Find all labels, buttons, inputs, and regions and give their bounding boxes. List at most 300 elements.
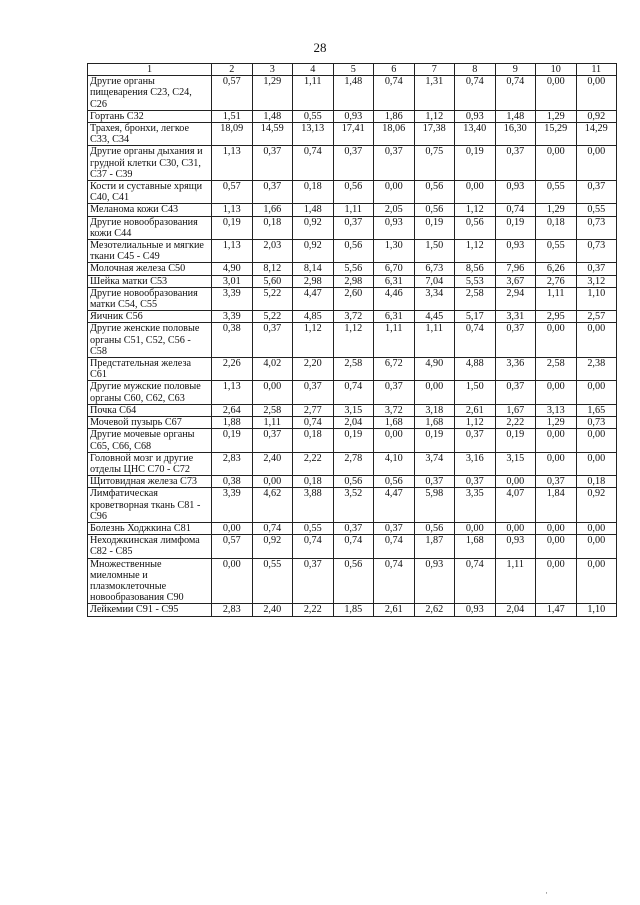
table-cell: 17,38	[414, 123, 455, 146]
table-row	[88, 452, 617, 475]
incidence-table	[87, 63, 617, 617]
table-cell: 5,22	[252, 287, 293, 310]
table-cell: 4,46	[374, 287, 415, 310]
table-cell: 1,12	[414, 110, 455, 122]
table-cell: 2,38	[576, 358, 617, 381]
table-cell: 1,48	[252, 110, 293, 122]
table-cell: 3,52	[333, 488, 374, 523]
table-cell: 3,36	[495, 358, 536, 381]
table-cell: 0,93	[414, 558, 455, 604]
table-cell: 3,74	[414, 452, 455, 475]
table-cell: 0,37	[576, 263, 617, 275]
table-cell: 2,04	[495, 604, 536, 616]
table-cell: 1,11	[374, 323, 415, 358]
table-cell: 1,29	[252, 76, 293, 111]
table-cell: 0,00	[455, 522, 496, 534]
table-cell: 2,04	[333, 417, 374, 429]
table-cell: 1,31	[414, 76, 455, 111]
table-cell: 0,74	[495, 76, 536, 111]
table-cell: 0,19	[212, 216, 253, 239]
table-cell: 1,65	[576, 404, 617, 416]
table-cell: 14,59	[252, 123, 293, 146]
table-row	[88, 240, 617, 263]
table-cell: 0,00	[536, 381, 577, 404]
table-cell: 16,30	[495, 123, 536, 146]
table-cell: 4,45	[414, 311, 455, 323]
table-cell: 5,60	[252, 275, 293, 287]
table-cell: 0,00	[576, 452, 617, 475]
table-cell: 2,60	[333, 287, 374, 310]
table-cell: 0,55	[293, 110, 334, 122]
table-cell: 1,11	[333, 204, 374, 216]
table-row	[88, 417, 617, 429]
table-cell: 4,10	[374, 452, 415, 475]
table-row	[88, 404, 617, 416]
table-cell: 0,57	[212, 535, 253, 558]
table-cell: 0,37	[333, 522, 374, 534]
table-cell: 1,48	[495, 110, 536, 122]
table-cell: 0,55	[293, 522, 334, 534]
table-cell: 2,62	[414, 604, 455, 616]
table-row	[88, 488, 617, 523]
row-label: Лейкемии С91 - С95	[88, 604, 212, 616]
table-cell: 1,11	[293, 76, 334, 111]
table-cell: 0,73	[576, 417, 617, 429]
table-cell: 0,18	[536, 216, 577, 239]
table-cell: 0,00	[536, 429, 577, 452]
table-cell: 0,57	[212, 181, 253, 204]
table-cell: 0,37	[455, 476, 496, 488]
table-cell: 1,47	[536, 604, 577, 616]
table-cell: 5,17	[455, 311, 496, 323]
table-cell: 3,67	[495, 275, 536, 287]
table-cell: 0,00	[536, 146, 577, 181]
table-cell: 6,72	[374, 358, 415, 381]
table-row	[88, 429, 617, 452]
table-row	[88, 263, 617, 275]
table-cell: 0,19	[495, 429, 536, 452]
table-cell: 0,00	[576, 535, 617, 558]
table-cell: 1,29	[536, 204, 577, 216]
table-cell: 1,84	[536, 488, 577, 523]
table-cell: 0,00	[536, 323, 577, 358]
table-row	[88, 381, 617, 404]
table-cell: 0,00	[252, 476, 293, 488]
row-label: Меланома кожи С43	[88, 204, 212, 216]
table-cell: 0,93	[455, 604, 496, 616]
table-cell: 0,00	[374, 429, 415, 452]
table-cell: 1,12	[333, 323, 374, 358]
table-cell: 2,64	[212, 404, 253, 416]
table-cell: 4,07	[495, 488, 536, 523]
table-cell: 3,72	[333, 311, 374, 323]
table-cell: 2,98	[333, 275, 374, 287]
table-cell: 0,37	[576, 181, 617, 204]
table-cell: 6,70	[374, 263, 415, 275]
table-cell: 0,37	[293, 381, 334, 404]
table-cell: 0,74	[455, 323, 496, 358]
table-cell: 0,00	[455, 181, 496, 204]
table-cell: 0,93	[495, 535, 536, 558]
table-cell: 0,00	[252, 381, 293, 404]
table-cell: 0,55	[576, 204, 617, 216]
table-cell: 0,55	[536, 240, 577, 263]
table-cell: 4,02	[252, 358, 293, 381]
table-cell: 4,88	[455, 358, 496, 381]
table-cell: 0,92	[576, 110, 617, 122]
table-cell: 0,37	[374, 146, 415, 181]
table-cell: 0,93	[495, 240, 536, 263]
table-cell: 0,37	[414, 476, 455, 488]
table-cell: 0,37	[495, 146, 536, 181]
table-cell: 3,18	[414, 404, 455, 416]
table-cell: 2,57	[576, 311, 617, 323]
table-cell: 0,92	[252, 535, 293, 558]
row-label: Предстательная железа С61	[88, 358, 212, 381]
table-cell: 1,29	[536, 417, 577, 429]
table-cell: 0,74	[455, 76, 496, 111]
table-cell: 2,22	[495, 417, 536, 429]
table-cell: 0,00	[576, 76, 617, 111]
table-cell: 0,37	[252, 146, 293, 181]
table-cell: 2,83	[212, 604, 253, 616]
table-cell: 3,15	[333, 404, 374, 416]
table-cell: 0,37	[252, 181, 293, 204]
table-cell: 5,98	[414, 488, 455, 523]
table-cell: 0,19	[455, 146, 496, 181]
table-cell: 0,56	[333, 558, 374, 604]
table-cell: 8,14	[293, 263, 334, 275]
table-cell: 0,92	[293, 216, 334, 239]
table-cell: 0,74	[293, 417, 334, 429]
table-cell: 3,31	[495, 311, 536, 323]
row-label: Другие органы дыхания и грудной клетки С30, С31, С37 - С39	[88, 146, 212, 181]
table-cell: 0,00	[576, 429, 617, 452]
table-cell: 0,00	[536, 76, 577, 111]
table-cell: 0,93	[455, 110, 496, 122]
table-row	[88, 275, 617, 287]
table-cell: 1,85	[333, 604, 374, 616]
table-row	[88, 476, 617, 488]
table-cell: 2,58	[455, 287, 496, 310]
table-cell: 1,68	[455, 535, 496, 558]
table-cell: 6,73	[414, 263, 455, 275]
row-label: Лимфатическая кроветворная ткань С81 - С96	[88, 488, 212, 523]
table-cell: 0,18	[293, 429, 334, 452]
row-label: Другие органы пищеварения С23, С24, С26	[88, 76, 212, 111]
table-cell: 7,04	[414, 275, 455, 287]
table-cell: 0,93	[495, 181, 536, 204]
table-cell: 1,68	[414, 417, 455, 429]
row-label: Другие женские половые органы С51, С52, С56 - С58	[88, 323, 212, 358]
table-cell: 3,13	[536, 404, 577, 416]
table-cell: 1,48	[333, 76, 374, 111]
table-row	[88, 146, 617, 181]
table-cell: 0,56	[333, 240, 374, 263]
table-cell: 0,19	[212, 429, 253, 452]
table-cell: 2,98	[293, 275, 334, 287]
table-cell: 0,74	[293, 146, 334, 181]
table-cell: 1,50	[414, 240, 455, 263]
table-row	[88, 110, 617, 122]
table-cell: 4,62	[252, 488, 293, 523]
table-cell: 0,00	[576, 323, 617, 358]
table-cell: 2,26	[212, 358, 253, 381]
table-cell: 0,00	[536, 522, 577, 534]
table-cell: 0,74	[293, 535, 334, 558]
table-cell: 0,74	[374, 535, 415, 558]
table-cell: 0,92	[293, 240, 334, 263]
table-cell: 0,93	[374, 216, 415, 239]
row-label: Кости и суставные хрящи С40, С41	[88, 181, 212, 204]
table-cell: 2,78	[333, 452, 374, 475]
table-cell: 3,39	[212, 488, 253, 523]
table-row	[88, 535, 617, 558]
table-cell: 5,56	[333, 263, 374, 275]
table-cell: 3,15	[495, 452, 536, 475]
table-cell: 0,56	[333, 476, 374, 488]
table-cell: 1,11	[414, 323, 455, 358]
row-label: Гортань С32	[88, 110, 212, 122]
table-row	[88, 604, 617, 616]
table-cell: 1,13	[212, 240, 253, 263]
table-cell: 6,26	[536, 263, 577, 275]
row-label: Головной мозг и другие отделы ЦНС С70 - С72	[88, 452, 212, 475]
table-cell: 2,61	[455, 404, 496, 416]
table-cell: 4,90	[414, 358, 455, 381]
table-cell: 1,87	[414, 535, 455, 558]
table-cell: 1,11	[536, 287, 577, 310]
table-cell: 0,38	[212, 476, 253, 488]
table-cell: 3,16	[455, 452, 496, 475]
table-cell: 3,39	[212, 287, 253, 310]
table-cell: 6,31	[374, 275, 415, 287]
table-cell: 0,56	[455, 216, 496, 239]
column-header-7: 7	[414, 64, 455, 76]
table-cell: 0,00	[495, 522, 536, 534]
table-row	[88, 323, 617, 358]
table-cell: 2,40	[252, 604, 293, 616]
table-cell: 2,61	[374, 604, 415, 616]
table-cell: 3,39	[212, 311, 253, 323]
table-cell: 2,20	[293, 358, 334, 381]
table-cell: 1,13	[212, 204, 253, 216]
table-cell: 2,76	[536, 275, 577, 287]
table-cell: 0,00	[576, 146, 617, 181]
table-cell: 2,40	[252, 452, 293, 475]
table-cell: 2,77	[293, 404, 334, 416]
table-cell: 0,37	[374, 522, 415, 534]
table-cell: 17,41	[333, 123, 374, 146]
table-cell: 0,18	[576, 476, 617, 488]
table-cell: 0,37	[455, 429, 496, 452]
table-cell: 0,55	[536, 181, 577, 204]
table-cell: 14,29	[576, 123, 617, 146]
table-cell: 1,11	[252, 417, 293, 429]
column-header-2: 2	[212, 64, 253, 76]
table-cell: 6,31	[374, 311, 415, 323]
table-cell: 0,00	[374, 181, 415, 204]
table-cell: 3,34	[414, 287, 455, 310]
table-cell: 0,56	[414, 522, 455, 534]
table-cell: 0,19	[414, 429, 455, 452]
table-cell: 0,74	[495, 204, 536, 216]
table-cell: 0,00	[576, 381, 617, 404]
table-row	[88, 287, 617, 310]
table-row	[88, 311, 617, 323]
table-cell: 0,74	[374, 76, 415, 111]
table-cell: 1,13	[212, 381, 253, 404]
table-cell: 0,37	[333, 216, 374, 239]
table-cell: 0,93	[333, 110, 374, 122]
table-row	[88, 522, 617, 534]
table-cell: 0,38	[212, 323, 253, 358]
table-cell: 0,00	[414, 381, 455, 404]
column-header-6: 6	[374, 64, 415, 76]
table-cell: 2,22	[293, 452, 334, 475]
table-cell: 0,74	[374, 558, 415, 604]
table-cell: 0,74	[333, 535, 374, 558]
table-cell: 0,73	[576, 240, 617, 263]
table-cell: 0,18	[293, 476, 334, 488]
row-label: Мочевой пузырь С67	[88, 417, 212, 429]
row-label: Неходжкинская лимфома С82 - С85	[88, 535, 212, 558]
table-body	[88, 76, 617, 616]
table-cell: 18,06	[374, 123, 415, 146]
table-cell: 2,03	[252, 240, 293, 263]
table-cell: 5,53	[455, 275, 496, 287]
table-row	[88, 123, 617, 146]
page-number: 28	[313, 40, 327, 55]
table-cell: 3,01	[212, 275, 253, 287]
table-cell: 3,88	[293, 488, 334, 523]
row-label: Яичник С56	[88, 311, 212, 323]
row-label: Мезотелиальные и мягкие ткани С45 - С49	[88, 240, 212, 263]
table-cell: 1,48	[293, 204, 334, 216]
table-cell: 4,90	[212, 263, 253, 275]
table-cell: 0,56	[414, 181, 455, 204]
table-cell: 0,37	[252, 429, 293, 452]
table-cell: 1,12	[293, 323, 334, 358]
table-cell: 0,18	[293, 181, 334, 204]
table-cell: 0,74	[252, 522, 293, 534]
table-cell: 1,11	[495, 558, 536, 604]
table-cell: 0,37	[495, 381, 536, 404]
table-row	[88, 216, 617, 239]
table-row	[88, 76, 617, 111]
table-cell: 3,35	[455, 488, 496, 523]
table-cell: 13,13	[293, 123, 334, 146]
table-cell: 0,56	[414, 204, 455, 216]
table-cell: 1,29	[536, 110, 577, 122]
table-cell: 1,30	[374, 240, 415, 263]
table-cell: 0,00	[536, 452, 577, 475]
column-header-4: 4	[293, 64, 334, 76]
column-header-5: 5	[333, 64, 374, 76]
table-cell: 1,12	[455, 240, 496, 263]
table-cell: 2,94	[495, 287, 536, 310]
table-row	[88, 204, 617, 216]
table-cell: 0,56	[374, 476, 415, 488]
table-row	[88, 558, 617, 604]
table-cell: 1,68	[374, 417, 415, 429]
table-cell: 0,37	[252, 323, 293, 358]
table-cell: 8,56	[455, 263, 496, 275]
table-cell: 0,55	[252, 558, 293, 604]
row-label: Шейка матки С53	[88, 275, 212, 287]
row-label: Другие новообразования матки С54, С55	[88, 287, 212, 310]
table-cell: 1,10	[576, 287, 617, 310]
table-cell: 0,37	[495, 323, 536, 358]
table-cell: 0,00	[212, 558, 253, 604]
table-cell: 1,66	[252, 204, 293, 216]
table-cell: 0,19	[495, 216, 536, 239]
table-cell: 1,13	[212, 146, 253, 181]
table-cell: 2,58	[333, 358, 374, 381]
table-cell: 18,09	[212, 123, 253, 146]
table-cell: 8,12	[252, 263, 293, 275]
table-row	[88, 181, 617, 204]
table-cell: 1,10	[576, 604, 617, 616]
table-cell: 2,83	[212, 452, 253, 475]
table-cell: 0,00	[536, 558, 577, 604]
table-cell: 3,72	[374, 404, 415, 416]
table-cell: 0,37	[536, 476, 577, 488]
table-cell: 4,47	[374, 488, 415, 523]
row-label: Другие мужские половые органы С60, С62, С63	[88, 381, 212, 404]
column-header-9: 9	[495, 64, 536, 76]
table-row	[88, 358, 617, 381]
table-cell: 13,40	[455, 123, 496, 146]
table-cell: 1,88	[212, 417, 253, 429]
table-cell: 2,58	[252, 404, 293, 416]
row-label: Болезнь Ходжкина С81	[88, 522, 212, 534]
table-cell: 0,37	[374, 381, 415, 404]
column-header-10: 10	[536, 64, 577, 76]
column-header-11: 11	[576, 64, 617, 76]
table-cell: 0,00	[495, 476, 536, 488]
column-header-3: 3	[252, 64, 293, 76]
table-cell: 1,50	[455, 381, 496, 404]
row-label: Молочная железа С50	[88, 263, 212, 275]
table-cell: 0,37	[293, 558, 334, 604]
table-cell: 0,19	[414, 216, 455, 239]
row-label: Почка С64	[88, 404, 212, 416]
table-cell: 4,47	[293, 287, 334, 310]
table-cell: 0,00	[536, 535, 577, 558]
table-cell: 4,85	[293, 311, 334, 323]
row-label: Щитовидная железа С73	[88, 476, 212, 488]
table-cell: 0,00	[212, 522, 253, 534]
table-header-row	[88, 64, 617, 76]
row-label: Другие новообразования кожи С44	[88, 216, 212, 239]
table-cell: 0,56	[333, 181, 374, 204]
table-cell: 2,05	[374, 204, 415, 216]
table-cell: 2,95	[536, 311, 577, 323]
footer-mark: ·	[545, 888, 548, 898]
table-cell: 0,75	[414, 146, 455, 181]
column-header-1: 1	[88, 64, 212, 76]
table-cell: 0,92	[576, 488, 617, 523]
table-cell: 15,29	[536, 123, 577, 146]
row-label: Множественные миеломные и плазмоклеточные новообразования С90	[88, 558, 212, 604]
table-cell: 0,00	[576, 558, 617, 604]
table-cell: 1,12	[455, 417, 496, 429]
table-cell: 7,96	[495, 263, 536, 275]
table-cell: 5,22	[252, 311, 293, 323]
table-cell: 0,74	[455, 558, 496, 604]
table-cell: 0,74	[333, 381, 374, 404]
